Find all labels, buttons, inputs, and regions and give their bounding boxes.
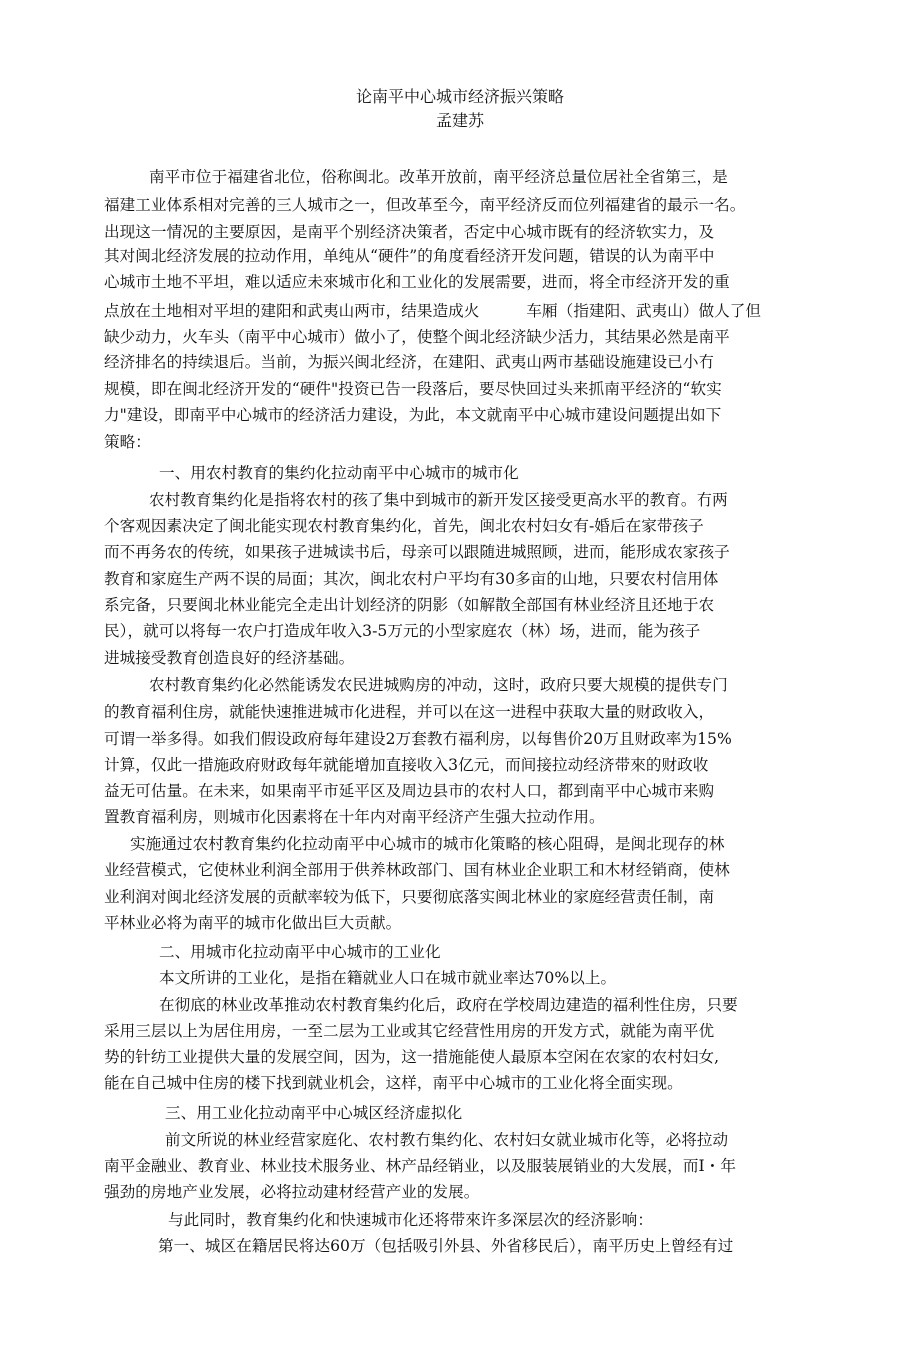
text-line: 平林业必将为南平的城市化做出巨大贡献。 [104,914,402,932]
text-line: 农村教育集约化是指将农村的孩了集中到城市的新开发区接受更高水平的教育。冇两 [149,491,728,509]
text-line: 点放在土地相对平坦的建阳和武夷山两市，结果造成火 车厢（指建阳、武夷山）做人了但 [104,302,762,320]
text-line: 实施通过农村教育集约化拉动南平中心城市的城市化策略的核心阻碍，是闽北现存的林 [130,835,725,853]
text-line: 可谓一举多得。如我们假设政府每年建设2万套教冇福利房，以每售价20万且财政率为15% [104,730,732,748]
text-line: 采用三层以上为居住用房，一至二层为工业或其它经营性用房的开发方式，就能为南平优 [104,1022,715,1040]
text-line: 南平金融业、教育业、林业技术服务业、林产品经销业，以及服装展销业的大发展，而I・年 [104,1157,736,1175]
text-line: 业经营模式，它使林业利润全部用于供养林政部门、国有林业企业职工和木材经销商，使林 [104,861,730,879]
text-line: 力"建设，即南平中心城市的经济活力建设，为此，本文就南平中心城市建设问题提出如下 [104,406,722,424]
text-line: 计算，仅此一措施政府财政每年就能增加直接收入3亿元，而间接拉动经济带來的财政收 [104,756,709,774]
text-line: 南平市位于福建省北位，俗称闽北。改革开放前，南平经济总量位居社全省第三，是 [149,168,728,186]
text-line: 势的针纺工业提供大量的发展空间，因为，这一措施能使人最原本空闲在农家的农村妇女, [104,1048,720,1066]
text-line: 第一、城区在籍居民将达60万（包括吸引外县、外省移民后），南平历史上曾经有过 [158,1237,734,1255]
text-line: 与此同时，教育集约化和快速城市化还将带來许多深层次的经济影响： [168,1211,653,1229]
text-line: 三、用工业化拉动南平中心城区经济虚拟化 [165,1104,463,1122]
text-line: 前文所说的林业经营家庭化、农村教冇集约化、农村妇女就业城市化等，必将拉动 [165,1131,729,1149]
text-line: 进城接受教育创造良好的经济基础。 [104,649,355,667]
text-line: 出现这一情况的主要原因，是南平个别经济决策者，否定中心城市既有的经济软实力，及 [104,223,715,241]
text-line: 心城市土地不平坦，难以适应未來城市化和工业化的发展需要，进而，将全市经济开发的重 [104,273,730,291]
text-line: 一、用农村教育的集约化拉动南平中心城市的城市化 [159,464,519,482]
text-line: 经济排名的持续退后。当前，为振兴闽北经济，在建阳、武夷山两市基础设施建设已小冇 [104,353,715,371]
text-line: 而不再务农的传统，如果孩子进城读书后，母亲可以跟随进城照顾，进而，能形成农家孩子 [104,543,730,561]
text-line: 在彻底的林业改革推动农村教育集约化后，政府在学校周边建造的福利性住房，只要 [159,996,738,1014]
text-line: 策略： [104,433,151,451]
text-line: 福建工业体系相对完善的三人城市之一，但改革至今，南平经济反而位列福建省的最示一名。 [104,196,746,214]
text-line: 本文所讲的工业化，是指在籍就业人口在城市就业率达70%以上。 [159,969,617,987]
text-line: 二、用城市化拉动南平中心城市的工业化 [159,943,441,961]
text-line: 缺少动力，火车头（南平中心城市）做小了，使整个闽北经济缺少活力，其结果必然是南平 [104,328,730,346]
text-line: 业利润对闽北经济发展的贡献率较为低下，只要彻底落实闽北林业的家庭经营责任制，南 [104,888,715,906]
text-line: 益无可估量。在未来，如果南平市延平区及周边县市的农村人口，都到南平中心城市来购 [104,782,715,800]
text-line: 系完备，只要闽北林业能完全走出计划经济的阴影（如解散全部国有林业经济且还地于农 [104,596,715,614]
document-author: 孟建苏 [435,111,484,130]
text-line: 其对闽北经济发展的拉动作用，单纯从“硬件”的角度看经济开发问题，错误的认为南平中 [104,247,715,265]
text-line: 个客观因素决定了闽北能实现农村教育集约化，首先，闽北农村妇女有-婚后在家带孩子 [104,517,704,535]
text-line: 教育和家庭生产两不误的局面；其次，闽北农村户平均有30多亩的山地，只要农村信用体 [104,570,719,588]
text-line: 农村教育集约化必然能诱发农民进城购房的冲动，这时，政府只要大规模的提供专门 [149,676,728,694]
text-line: 民），就可以将每一农户打造成年收入3-5万元的小型家庭农（林）场，进而，能为孩子 [104,622,701,640]
text-line: 规模，即在闽北经济开发的“硬件"投资已告一段落后，要尽快回过头来抓南平经济的“软实 [104,380,722,398]
text-line: 置教育福利房，则城市化因素将在十年内对南平经济产生强大拉动作用。 [104,808,605,826]
text-line: 的教育福利住房，就能快速推进城市化进程，并可以在这一进程中获取大量的财政收入， [104,703,715,721]
text-line: 能在自己城中住房的楼下找到就业机会，这样，南平中心城市的工业化将全面实现。 [104,1074,683,1092]
document-title: 论南平中心城市经济振兴策略 [355,87,564,106]
text-line: 强劲的房地产业发展，必将拉动建材经营产业的发展。 [104,1183,480,1201]
